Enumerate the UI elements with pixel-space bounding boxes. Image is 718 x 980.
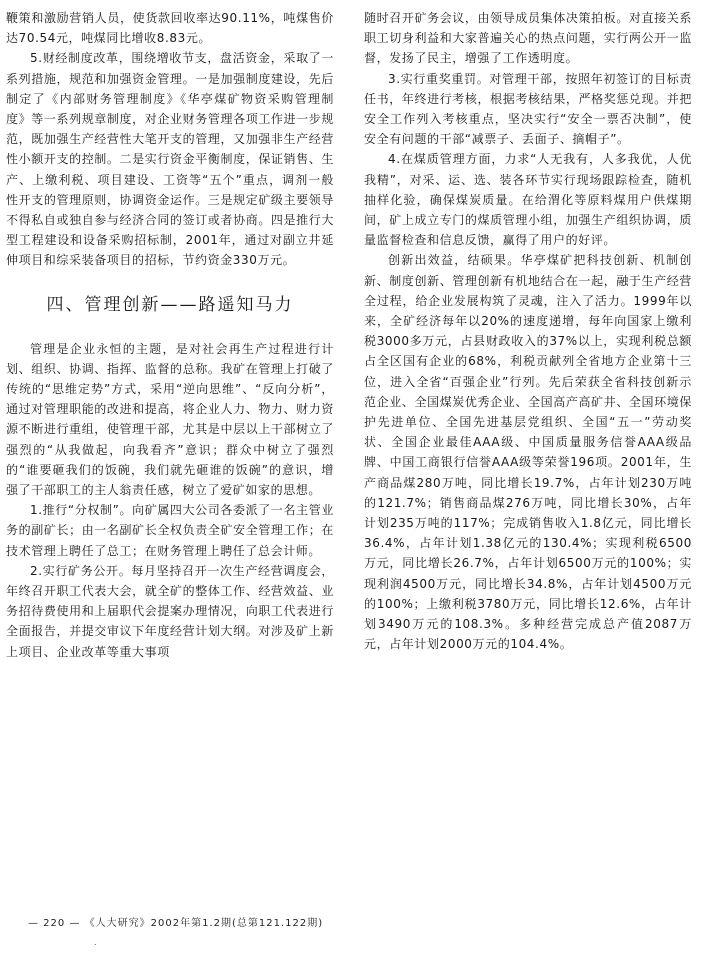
paragraph-coal-quality: 4.在煤质管理方面，力求“人无我有，人多我优，人优我精”，对采、运、选、装各环节实行现场跟踪检查，随机抽样化验，确保煤炭质量。在给渭化等原料煤用户供煤期间，矿上成立专门的煤质管理小组，加强生产组织协调，质量监督检查和信息反馈，赢得了用户的好评。 [364, 152, 692, 248]
paragraph-decentralization: 1.推行“分权制”。向矿属四大公司各委派了一名主管业务的副矿长；由一名副矿长全权负责全矿安全管理工作；在技术管理上聘任了总工；在财务管理上聘任了总会计师。 [6, 503, 334, 558]
right-column [364, 8, 692, 655]
paragraph-intro: 鞭策和激励营销人员，使货款回收率达90.11%，吨煤售价达70.54元，吨煤同比增收8.83元。 [6, 11, 334, 46]
paragraph-financial-reform: 5.财经制度改革，围绕增收节支，盘活资金，采取了一系列措施，规范和加强资金管理。一是加强制度建设，先后制定了《内部财务管理制度》《华亭煤矿物资采购管理制度》等一系列规章制度，对企业财务管理各项工作进一步规范，既加强生产经营性大笔开支的管理，又加强非生产经营性小额开支的控制。二是实行资金平衡制度，保证销售、生产、上缴利税、项目建设、工资等“五个”重点，调剂一般性开支的管理原则，协调资金运作。三是规定矿级主要领导不得私自或独自参与经济合同的签订或者协商。四是推行大型工程建设和设备采购招标制，2001年，通过对副立井延伸项目和综采装备项目的招标，节约资金330万元。 [6, 51, 334, 268]
page-footer: — 220 — 《人大研究》2002年第1.2期(总第121.122期) [28, 918, 324, 929]
paragraph-rewards-penalties: 3.实行重奖重罚。对管理干部，按照年初签订的目标责任书，年终进行考核，根据考核结果，严格奖惩兑现。并把安全工作列入考核重点，坚决实行“安全一票否决制”，使安全有问题的干部“减票子、丢面子、摘帽子”。 [364, 71, 692, 147]
paragraph-continuation: 随时召开矿务会议，由领导成员集体决策拍板。对直接关系职工切身利益和大家普遍关心的热点问题，实行两公开一监督，发扬了民主，增强了工作透明度。 [364, 11, 692, 66]
left-column [6, 8, 334, 662]
paragraph-affairs-disclosure: 2.实行矿务公开。每月坚持召开一次生产经营调度会，年终召开职工代表大会，就全矿的整体工作、经营效益、业务招待费使用和上届职代会提案办理情况，向职工代表进行全面报告，并提交审议下年度经营计划大纲。对涉及矿上新上项目、企业改革等重大事项 [6, 563, 334, 659]
scan-speck: . [94, 938, 97, 947]
section-heading: 四、管理创新——路遥知马力 [46, 294, 294, 315]
paragraph-innovation-results: 创新出效益，结硕果。华亭煤矿把科技创新、机制创新、制度创新、管理创新有机地结合在一起，融于生产经营全过程，给企业发展构筑了灵魂，注入了活力。1999年以来，全矿经济每年以20%的速度递增，每年向国家上缴利税3000多万元，占县财政收入的37%以上，实现利税总额占全区国有企业的68%，利税贡献列全省地方企业第十三位，进入全省“百强企业”行列。先后荣获全省科技创新示范企业、全国煤炭优秀企业、全国高产高矿井、全国环境保护先进单位、全国先进基层党组织、全国“五一”劳动奖状、全国企业最佳AAA级、中国质量服务信誉AAA级品牌、中国工商银行信誉AAA级等荣誉196项。2001年，生产商品煤280万吨，同比增长19.7%，占年计划230万吨的121.7%；销售商品煤276万吨，同比增长30%，占年计划235万吨的117%；完成销售收入1.8亿元，同比增长36.4%，占年计划1.38亿元的130.4%；实现利税6500万元，同比增长26.7%，占年计划6500万元的100%；实现利润4500万元，同比增长34.8%，占年计划4500万元的100%；上缴利税3780万元，同比增长12.6%，占年计划3490万元的108.3%。多种经营完成总产值2087万元，占年计划2000万元的104.4%。 [364, 253, 692, 652]
paragraph-management-intro: 管理是企业永恒的主题，是对社会再生产过程进行计划、组织、协调、指挥、监督的总称。我矿在管理上打破了传统的“思维定势”方式，采用“逆向思维”、“反向分析”，通过对管理职能的改进和提高，将企业人力、物力、财力资源不断进行重组，使管理干部，尤其是中层以上干部树立了强烈的“从我做起，向我看齐”意识；群众中树立了强烈的“谁要砸我们的饭碗，我们就先砸谁的饭碗”的意识，增强了干部职工的主人翁责任感，树立了爱矿如家的思想。 [6, 341, 334, 498]
